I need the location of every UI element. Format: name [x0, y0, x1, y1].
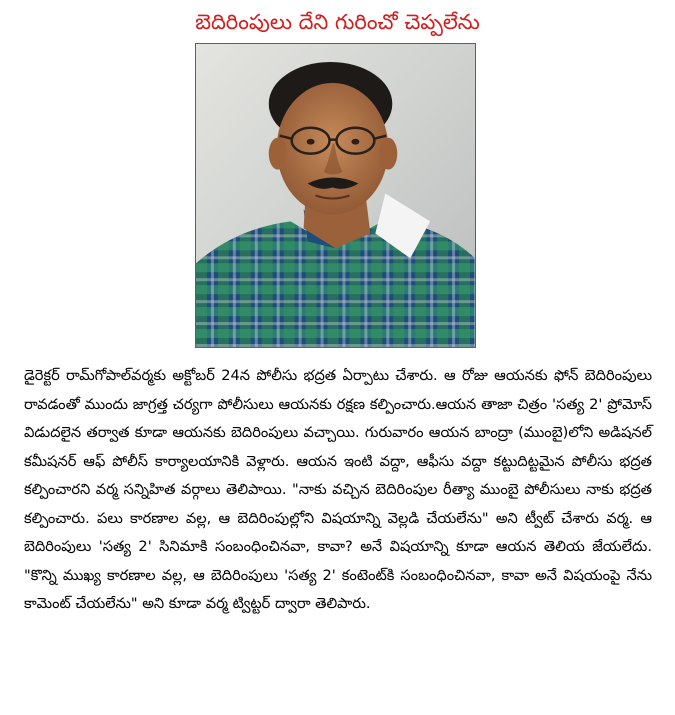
article-body — [24, 362, 652, 619]
article-photo — [195, 43, 476, 348]
headline: బెదిరింపులు దేని గురించో చెప్పలేను — [195, 10, 480, 34]
portrait-image — [196, 44, 475, 347]
article-paragraph: డైరెక్టర్ రామ్‌గోపాల్‌వర్మకు అక్టోబర్ 24న పోలీసు భద్రత ఏర్పాటు చేశారు. ఆ రోజు ఆయనకు ఫోన్ బెదిరింపులు రావడంతో ముందు జాగ్రత్త చర్యగా పోలీసులు ఆయనకు రక్షణ కల్పించారు.ఆయన తాజా చిత్రం 'సత్య 2' ప్రోమోస్ విడుదలైన తర్వాత కూడా ఆయనకు బెదిరింపులు వచ్చాయి. గురువారం ఆయన బాంద్రా (ముంబై)లోని అడిషనల్ కమీషనర్ ఆఫ్ పోలీస్ కార్యాలయానికి వెళ్లారు. ఆయన ఇంటి వద్దా, ఆఫీసు వద్దా కట్టుదిట్టమైన పోలీసు భద్రత కల్పించారని వర్మ సన్నిహిత వర్గాలు తెలిపాయి. "నాకు వచ్చిన బెదిరింపుల రీత్యా ముంబై పోలీసులు నాకు భద్రత కల్పించారు. పలు కారణాల వల్ల, ఆ బెదిరింపుల్లోని విషయాన్ని వెల్లడి చేయలేను" అని ట్వీట్ చేశారు వర్మ. ఆ బెదిరింపులు 'సత్య 2' సినిమాకి సంబంధించినవా, కావా? అనే విషయాన్ని కూడా ఆయన తెలియ జేయలేదు. "కొన్ని ముఖ్య కారణాల వల్ల, ఆ బెదిరింపులు 'సత్య 2' కంటెంట్‌కి సంబంధించినవా, కావా అనే విషయంపై నేను కామెంట్ చేయలేను" అని కూడా వర్మ ట్విట్టర్ ద్వారా తెలిపారు. — [24, 367, 652, 612]
